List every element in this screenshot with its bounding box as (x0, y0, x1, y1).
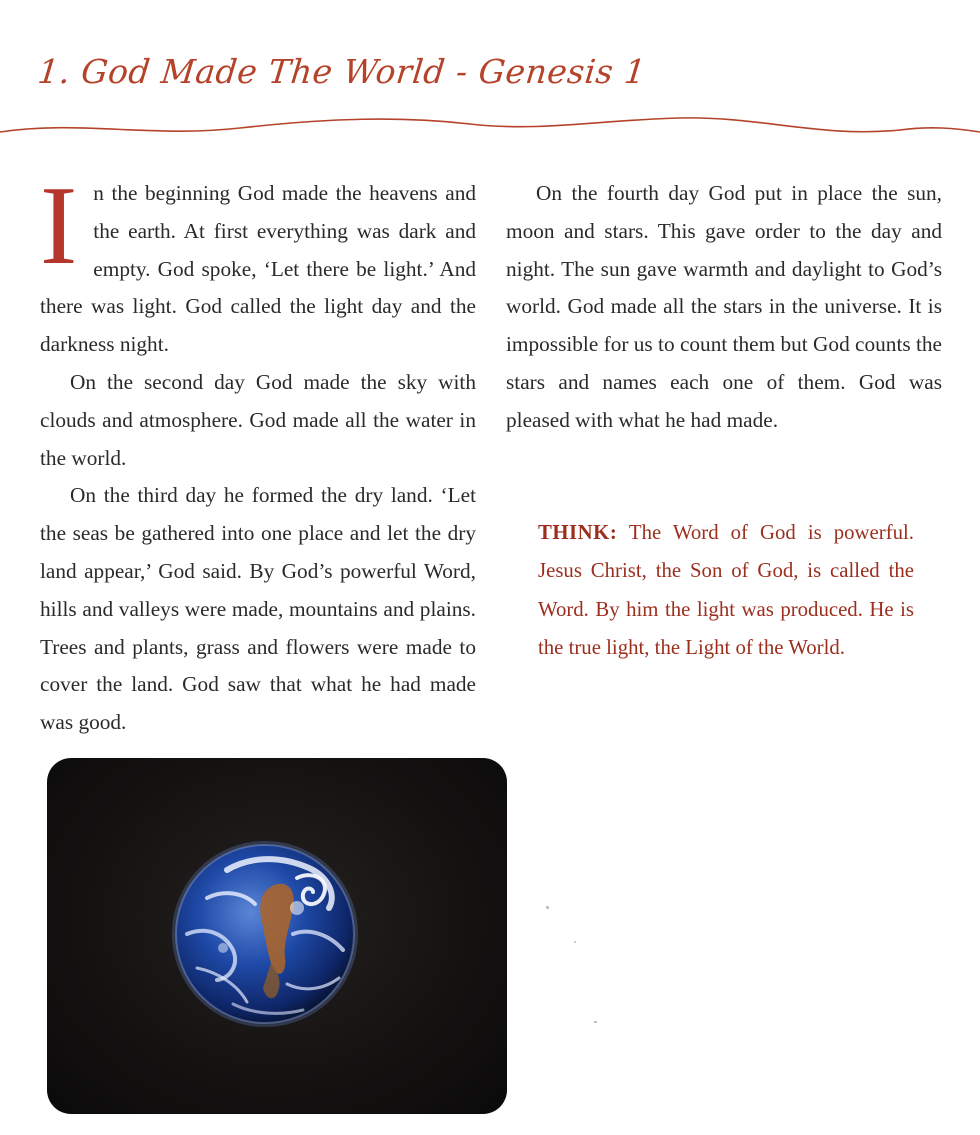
think-box (538, 514, 914, 668)
page-title: 1. God Made The World - Genesis 1 (35, 52, 648, 91)
think-text: The Word of God is powerful. Jesus Christ, the Son of God, is called the Word. By him the light was produced. He is the true light, the Light of the World. (538, 521, 914, 660)
paragraph-fourth-day: On the fourth day God put in place the sun, moon and stars. This gave order to the day and night. The sun gave warmth and daylight to God’s world. God made all the stars in the universe. It is impossible for us to count them but God counts the stars and names each one of them. God was pleased with what he had made. (506, 181, 942, 432)
paragraph-second-day: On the second day God made the sky with clouds and atmosphere. God made all the water in the world. (40, 369, 476, 470)
intro-paragraph (40, 164, 476, 364)
earth-in-space-illustration (47, 758, 507, 1114)
think-label: THINK: (538, 521, 618, 544)
paragraph-text: n the beginning God made the heavens and the earth. At first everything was dark and empty. God spoke, ‘Let there be light.’ And there was light. God called the light day and the darkness night. (40, 181, 476, 357)
drop-cap: I (40, 164, 78, 288)
wavy-divider (0, 108, 980, 144)
earth-icon (47, 758, 507, 1114)
right-text-column (506, 175, 942, 440)
paragraph-third-day: On the third day he formed the dry land. ‘Let the seas be gathered into one place and let the dry land appear,’ God said. By God’s powerful Word, hills and valleys were made, mountains and plains. Trees and plants, grass and flowers were made to cover the land. God saw that what he had made was good. (40, 483, 476, 735)
page-speck (574, 941, 576, 943)
page-speck (594, 1021, 597, 1023)
left-text-column (40, 164, 476, 742)
page-speck (546, 906, 549, 909)
